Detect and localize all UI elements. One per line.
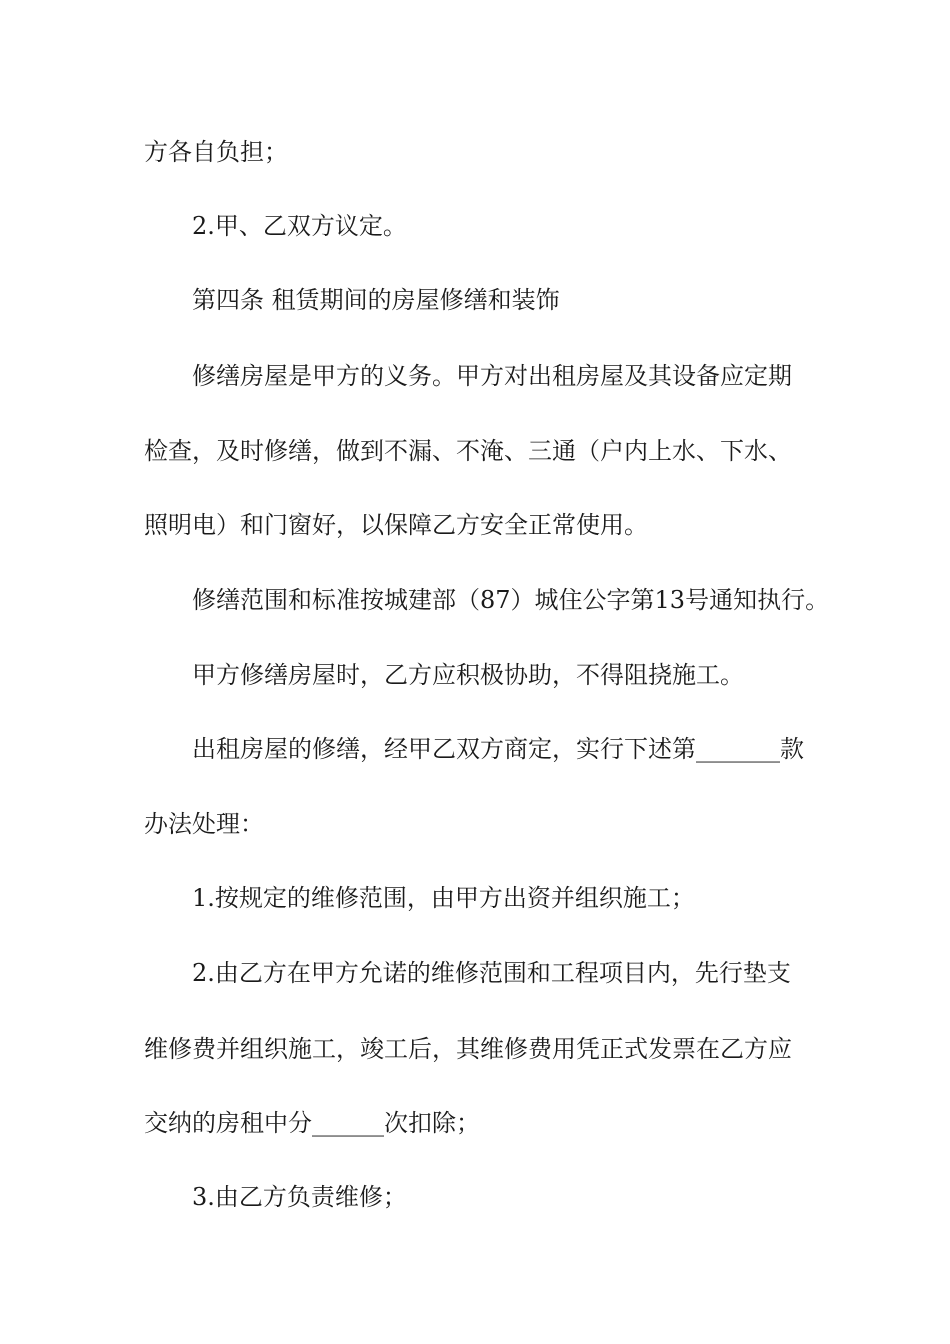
text-line: 检查，及时修缮，做到不漏、不淹、三通（户内上水、下水、	[144, 437, 792, 465]
text-line: 修缮范围和标准按城建部（87）城住公字第13号通知执行。	[192, 586, 830, 614]
text-line: 照明电）和门窗好，以保障乙方安全正常使用。	[144, 511, 648, 539]
text-line: 办法处理：	[144, 810, 264, 838]
text-line: 2.由乙方在甲方允诺的维修范围和工程项目内，先行垫支	[192, 959, 791, 987]
text-line: 甲方修缮房屋时，乙方应积极协助，不得阻挠施工。	[192, 661, 744, 689]
text-line: 交纳的房租中分______次扣除；	[144, 1109, 480, 1137]
text-line: 维修费并组织施工，竣工后，其维修费用凭正式发票在乙方应	[144, 1035, 792, 1063]
text-line: 方各自负担；	[144, 138, 288, 166]
text-line: 1.按规定的维修范围，由甲方出资并组织施工；	[192, 884, 695, 912]
section-heading: 第四条 租赁期间的房屋修缮和装饰	[192, 286, 560, 314]
text-line: 2.甲、乙双方议定。	[192, 212, 407, 240]
text-line: 修缮房屋是甲方的义务。甲方对出租房屋及其设备应定期	[192, 362, 792, 390]
text-line: 出租房屋的修缮，经甲乙双方商定，实行下述第_______款	[192, 735, 804, 763]
text-line: 3.由乙方负责维修；	[192, 1183, 407, 1211]
